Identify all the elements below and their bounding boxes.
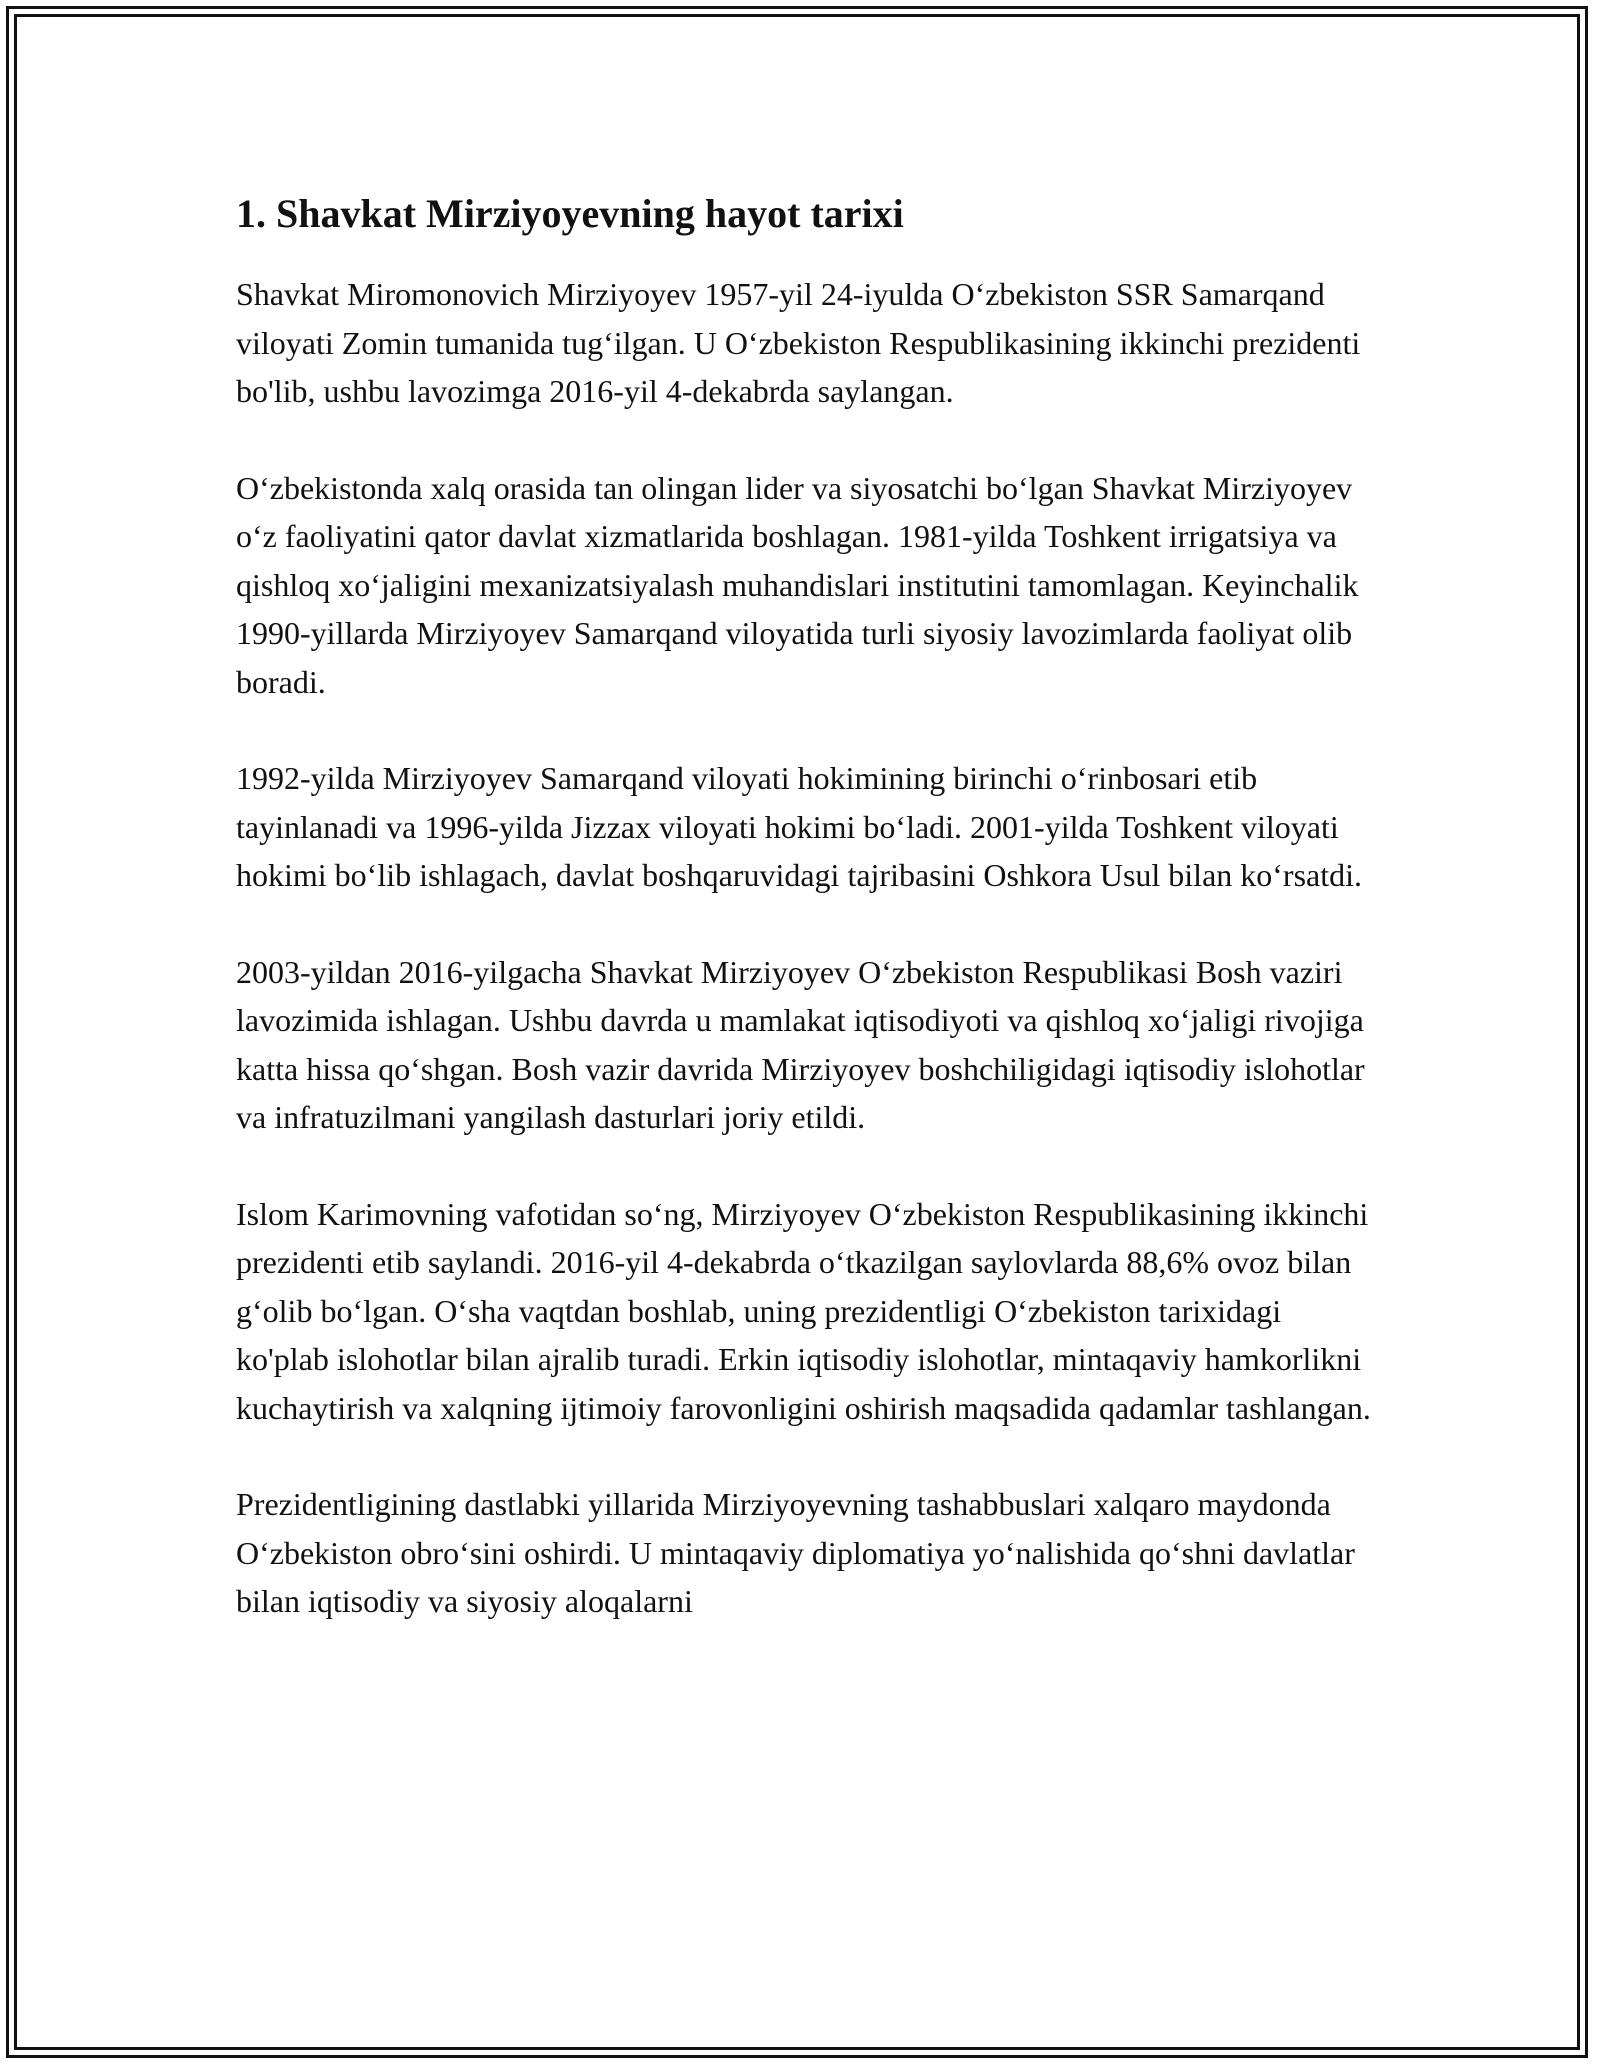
paragraph-early-presidency: Prezidentligining dastlabki yillarida Mirziyoyevning tashabbuslari xalqaro maydonda Oʻzbekiston obroʻsini oshirdi. U mintaqaviy diplomatiya yoʻnalishida qoʻshni davlatlar bilan iqtisodiy va siyosiy aloqalarni: [236, 1486, 1355, 1619]
paragraph-prime-minister: 2003-yildan 2016-yilgacha Shavkat Mirziyoyev Oʻzbekiston Respublikasi Bosh vaziri lavozimida ishlagan. Ushbu davrda u mamlakat iqtisodiyoti va qishloq xoʻjaligi rivojiga katta hissa qoʻshgan. Bosh vazir davrida Mirziyoyev boshchiligidagi iqtisodiy islohotlar va infratuzilmani yangilash dasturlari joriy etildi.: [236, 953, 1365, 1135]
paragraph-presidency: Islom Karimovning vafotidan soʻng, Mirziyoyev Oʻzbekiston Respublikasining ikkinchi prezidenti etib saylandi. 2016-yil 4-dekabrda oʻtkazilgan saylovlarda 88,6% ovoz bilan gʻolib boʻlgan. Oʻsha vaqtdan boshlab, uning prezidentligi Oʻzbekiston tarixidagi ko'plab islohotlar bilan ajralib turadi. Erkin iqtisodiy islohotlar, mintaqaviy hamkorlikni kuchaytirish va xalqning ijtimoiy farovonligini oshirish maqsadida qadamlar tashlangan.: [236, 1195, 1371, 1426]
paragraph-birth: Shavkat Miromonovich Mirziyoyev 1957-yil 24-iyulda Oʻzbekiston SSR Samarqand viloyati Zomin tumanida tugʻilgan. U Oʻzbekiston Respublikasining ikkinchi prezidenti bo'lib, ushbu lavozimga 2016-yil 4-dekabrda saylangan.: [236, 276, 1361, 409]
paragraph-regional-governor: 1992-yilda Mirziyoyev Samarqand viloyati hokimining birinchi oʻrinbosari etib tayinlanadi va 1996-yilda Jizzax viloyati hokimi boʻladi. 2001-yilda Toshkent viloyati hokimi boʻlib ishlagach, davlat boshqaruvidagi tajribasini Oshkora Usul bilan koʻrsatdi.: [236, 760, 1363, 893]
paragraph-early-career: Oʻzbekistonda xalq orasida tan olingan lider va siyosatchi boʻlgan Shavkat Mirziyoyev oʻz faoliyatini qator davlat xizmatlarida boshlagan. 1981-yilda Toshkent irrigatsiya va qishloq xoʻjaligini mexanizatsiyalash muhandislari institutini tamomlagan. Keyinchalik 1990-yillarda Mirziyoyev Samarqand viloyatida turli siyosiy lavozimlarda faoliyat olib boradi.: [236, 469, 1359, 700]
document-body: [236, 186, 1376, 1674]
section-heading: 1. Shavkat Mirziyoyevning hayot tarixi: [236, 191, 904, 236]
